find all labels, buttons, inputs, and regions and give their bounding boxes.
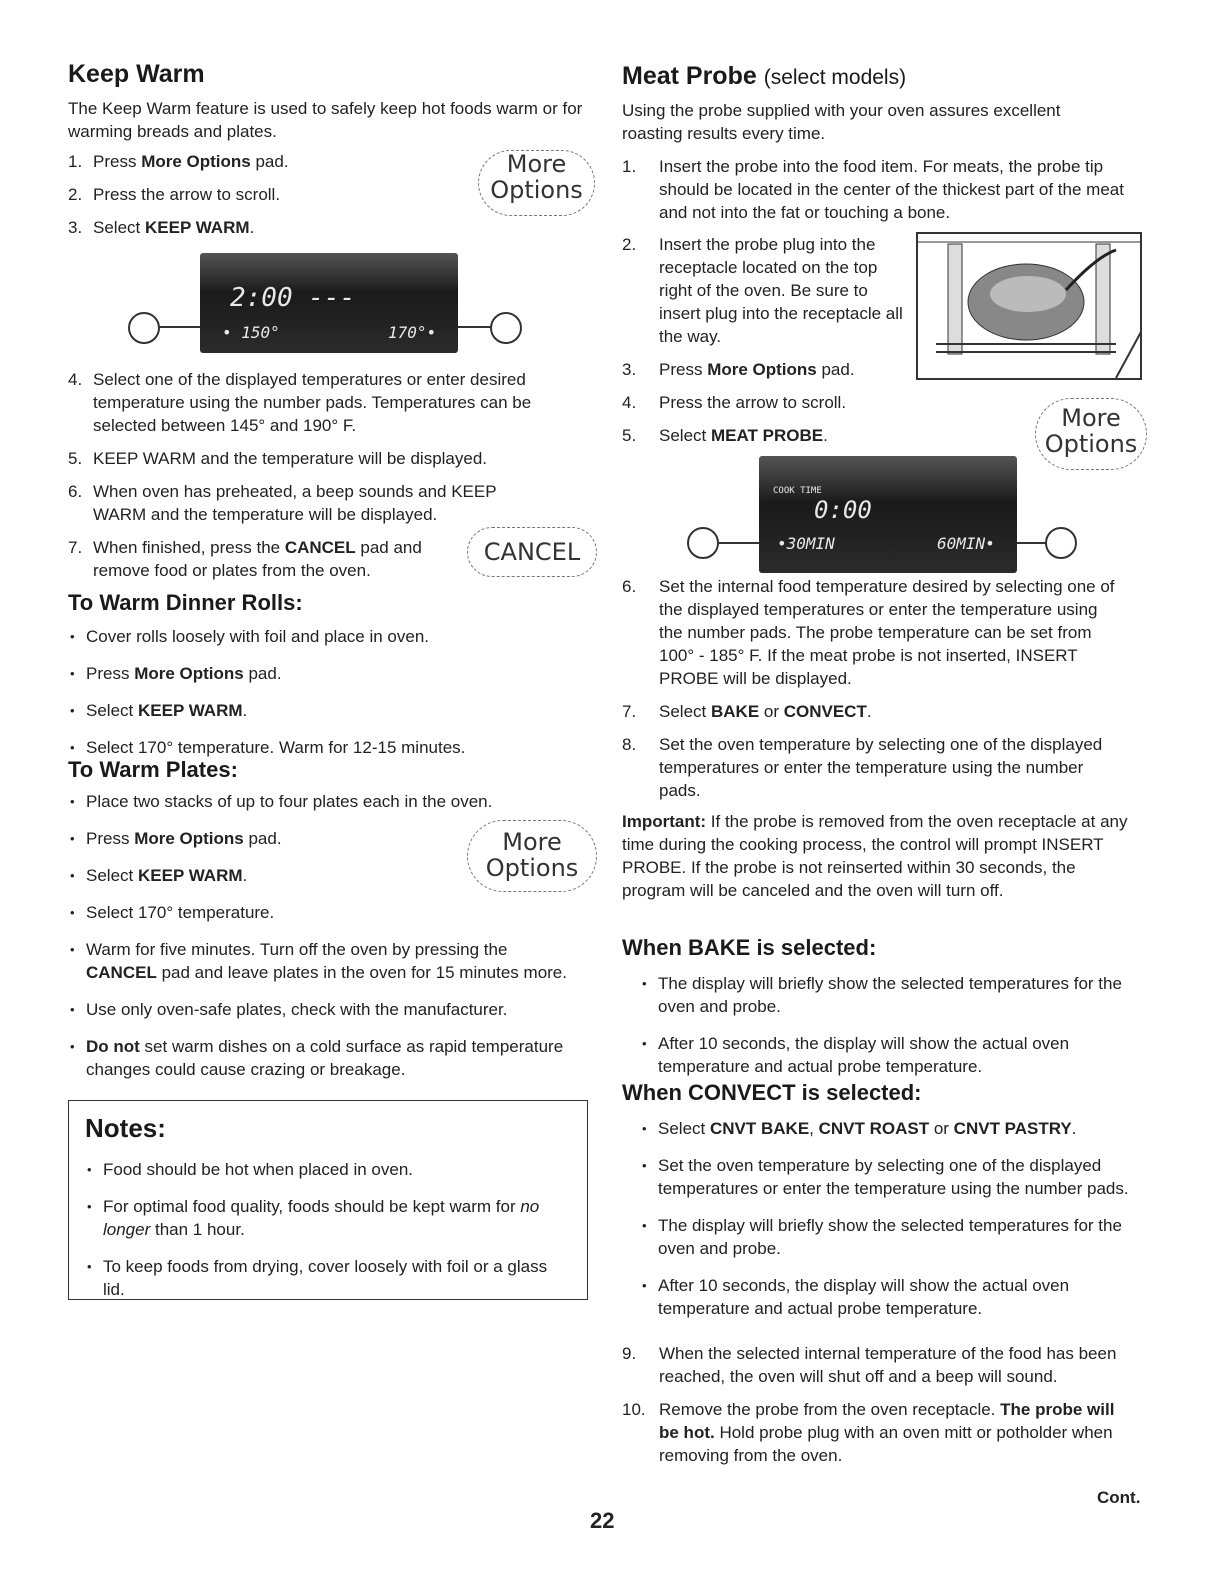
step-8: 8. Set the oven temperature by selecting one of the displayed temperatures or enter the temperature using the number pads. <box>622 735 1103 800</box>
meat-probe-title: Meat Probe (select models) <box>622 62 907 90</box>
step-7: 7. When finished, press the CANCEL pad and remove food or plates from the oven. <box>68 538 422 580</box>
display-left: •30MIN <box>777 534 835 553</box>
bake-selected-list <box>640 972 1130 1092</box>
list-item: • After 10 seconds, the display will show the actual oven temperature and actual probe temperature. <box>640 1032 1130 1078</box>
display-tag: COOK TIME <box>773 486 822 496</box>
step-6: 6. When oven has preheated, a beep sounds and KEEP WARM and the temperature will be displayed. <box>68 482 497 524</box>
list-item: • Set the oven temperature by selecting one of the displayed temperatures or enter the temperature using the number pads. <box>640 1154 1135 1200</box>
display-temp-left: • 150° <box>222 323 280 342</box>
step-7: 7. Select BAKE or CONVECT. <box>622 702 872 721</box>
list-item: • The display will briefly show the selected temperatures for the oven and probe. <box>640 972 1130 1018</box>
left-knob-icon <box>687 527 719 559</box>
list-item: • Press More Options pad. <box>68 827 568 850</box>
list-item: • Do not set warm dishes on a cold surface as rapid temperature changes could cause crazing or breakage. <box>68 1035 568 1081</box>
list-item: • To keep foods from drying, cover loosely with foil or a glass lid. <box>85 1255 571 1301</box>
dinner-rolls-list <box>68 625 588 773</box>
convect-selected-list <box>640 1117 1135 1334</box>
meat-probe-intro: Using the probe supplied with your oven assures excellent roasting results every time. <box>622 101 1061 143</box>
more-options-button-2[interactable] <box>467 820 597 892</box>
step-5: 5. Select MEAT PROBE. <box>622 426 828 445</box>
more-options-button[interactable] <box>478 150 595 216</box>
step-9: 9. When the selected internal temperature of the food has been reached, the oven will shut off and a beep will sound. <box>622 1344 1117 1386</box>
display-time: 2:00 --- <box>230 283 356 313</box>
display-time: 0:00 <box>814 496 872 524</box>
more-options-line1: More <box>502 828 562 856</box>
more-options-button-3[interactable] <box>1035 398 1147 470</box>
continued-label: Cont. <box>1097 1488 1141 1507</box>
cancel-label: CANCEL <box>483 538 581 566</box>
step-1: 1. Insert the probe into the food item. For meats, the probe tip should be located in the center of the thickest part of the meat and not into the fat or touching a bone. <box>622 157 1124 222</box>
step-1: 1. Press More Options pad. <box>68 152 289 171</box>
step-3: 3. Press More Options pad. <box>622 360 855 379</box>
list-item: • Select KEEP WARM. <box>68 699 588 722</box>
keep-warm-section <box>68 60 588 143</box>
final-steps <box>622 1342 1122 1477</box>
left-knob-icon <box>128 312 160 344</box>
meat-probe-steps-6-8 <box>622 575 1122 812</box>
right-knob-icon <box>1045 527 1077 559</box>
notes-title: Notes: <box>85 1113 166 1143</box>
meat-probe-section <box>622 62 1142 145</box>
page-number: 22 <box>590 1508 615 1533</box>
keep-warm-display <box>200 253 458 353</box>
list-item: • For optimal food quality, foods should be kept warm for no longer than 1 hour. <box>85 1195 571 1241</box>
list-item: • Select 170° temperature. Warm for 12-15 minutes. <box>68 736 588 759</box>
list-item: • Cover rolls loosely with foil and place in oven. <box>68 625 588 648</box>
more-options-line1: More <box>1061 404 1121 432</box>
step-5: 5. KEEP WARM and the temperature will be displayed. <box>68 449 488 468</box>
more-options-line2: Options <box>485 854 579 882</box>
list-item: • Food should be hot when placed in oven. <box>85 1158 571 1181</box>
list-item: • Press More Options pad. <box>68 662 588 685</box>
step-4: 4. Select one of the displayed temperatures or enter desired temperature using the number pads. Temperatures can be selected between 145° and 190° F. <box>68 370 532 435</box>
list-item: • Select 170° temperature. <box>68 901 568 924</box>
keep-warm-steps-1-3 <box>68 150 468 249</box>
warm-plates-title: To Warm Plates: <box>68 757 238 782</box>
more-options-line1: More <box>506 150 567 178</box>
dinner-rolls-title: To Warm Dinner Rolls: <box>68 590 303 615</box>
left-connector <box>717 542 759 544</box>
more-options-line2: Options <box>490 176 583 204</box>
right-connector <box>1017 542 1047 544</box>
cancel-button[interactable] <box>467 527 597 577</box>
more-options-line2: Options <box>1044 430 1138 458</box>
meat-probe-step-1 <box>622 155 1137 234</box>
list-item: • Use only oven-safe plates, check with the manufacturer. <box>68 998 568 1021</box>
display-temp-right: 170°• <box>388 323 437 342</box>
left-connector <box>158 326 200 328</box>
right-knob-icon <box>490 312 522 344</box>
list-item: • Select CNVT BAKE, CNVT ROAST or CNVT PASTRY. <box>640 1117 1135 1140</box>
step-4: 4. Press the arrow to scroll. <box>622 393 847 412</box>
right-connector <box>458 326 492 328</box>
notes-list <box>85 1158 571 1301</box>
notes-box <box>68 1100 588 1300</box>
step-3: 3. Select KEEP WARM. <box>68 218 255 237</box>
display-right: 60MIN• <box>937 534 995 553</box>
keep-warm-intro: The Keep Warm feature is used to safely keep hot foods warm or for warming breads and plates. <box>68 99 583 141</box>
list-item: • The display will briefly show the selected temperatures for the oven and probe. <box>640 1214 1135 1260</box>
list-item: • Select KEEP WARM. <box>68 864 568 887</box>
keep-warm-title: Keep Warm <box>68 60 205 88</box>
important-note: Important: If the probe is removed from the oven receptacle at any time during the cooking process, the control will prompt INSERT PROBE. If the probe is not reinserted within 30 seconds, the program will be canceled and the oven will turn off. <box>622 812 1128 900</box>
meat-probe-display <box>759 456 1017 573</box>
bake-selected-title: When BAKE is selected: <box>622 935 877 960</box>
meat-probe-steps-2-5 <box>622 233 907 457</box>
list-item: • Warm for five minutes. Turn off the oven by pressing the CANCEL pad and leave plates in the oven for 15 minutes more. <box>68 938 568 984</box>
convect-selected-title: When CONVECT is selected: <box>622 1080 922 1105</box>
step-10: 10. Remove the probe from the oven receptacle. The probe will be hot. Hold probe plug with an oven mitt or potholder when removing from the oven. <box>622 1400 1115 1465</box>
list-item: • Place two stacks of up to four plates each in the oven. <box>68 790 568 813</box>
step-2: 2. Insert the probe plug into the receptacle located on the top right of the oven. Be sure to insert plug into the receptacle all the way. <box>622 235 903 346</box>
list-item: • After 10 seconds, the display will show the actual oven temperature and actual probe temperature. <box>640 1274 1135 1320</box>
step-6: 6. Set the internal food temperature desired by selecting one of the displayed temperatures or enter the temperature using the number pads. The probe temperature can be set from 100° - 185° F. If the meat probe is not inserted, INSERT PROBE will be displayed. <box>622 577 1115 688</box>
step-2: 2. Press the arrow to scroll. <box>68 185 281 204</box>
oven-probe-illustration <box>916 232 1142 380</box>
